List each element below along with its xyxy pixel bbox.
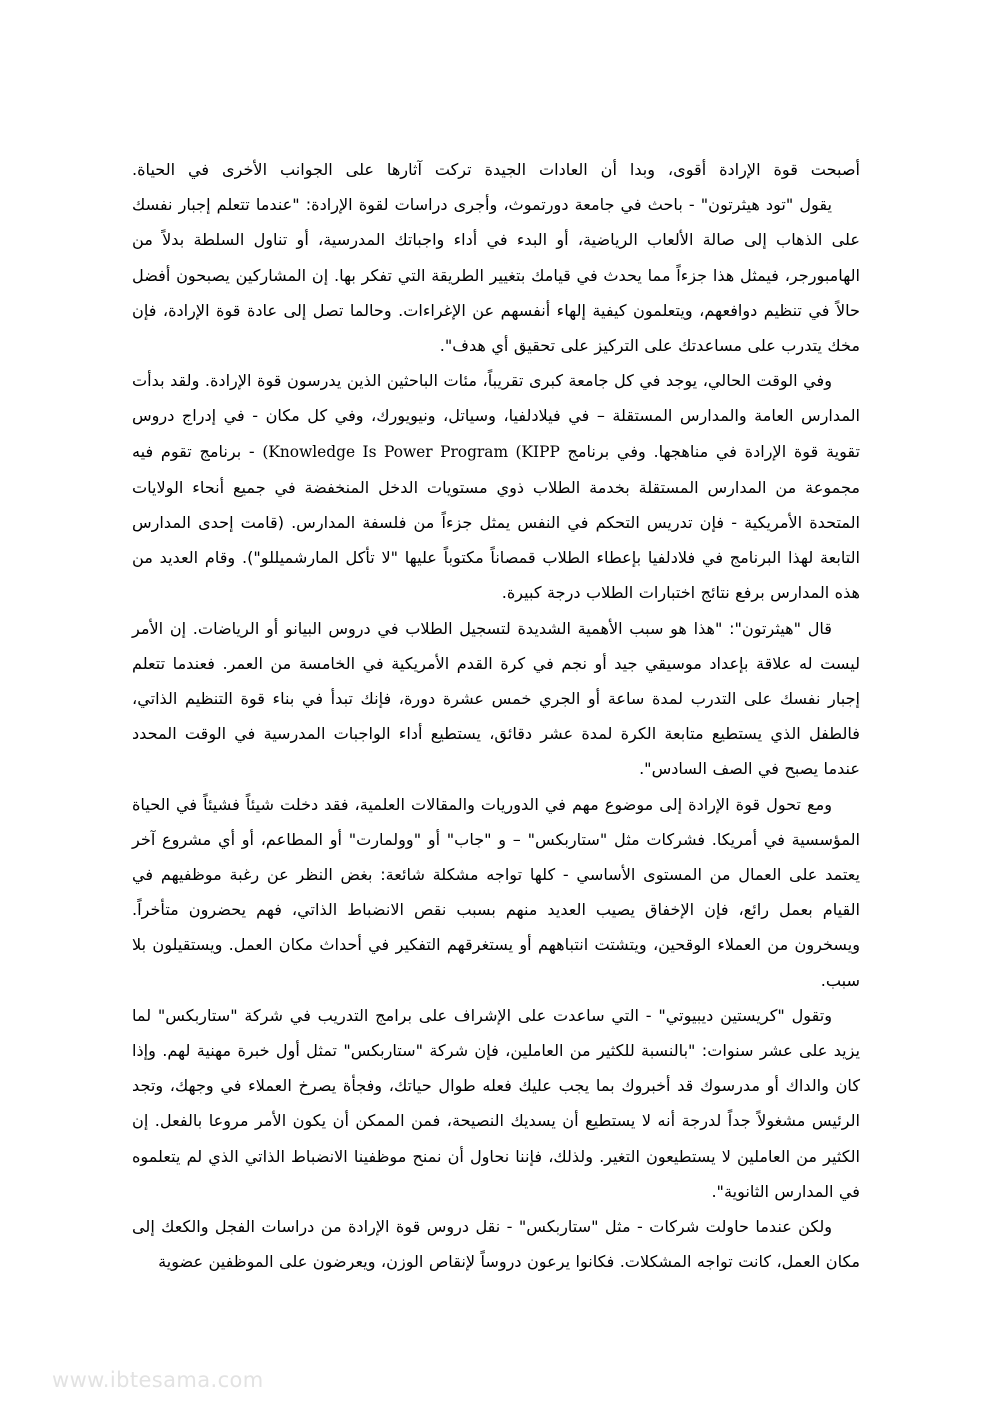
paragraph-kipp-text-before: وفي الوقت الحالي، يوجد في كل جامعة كبرى تقريباً، مئات الباحثين الذين يدرسون قوة الإرادة. ولقد بدأت المدارس العامة والمدارس المستقلة – في فيلادلفيا، وسياتل، ونيويورك، وفي كل مكان - في إدراج دروس تقوية قوة الإرادة في مناهجها. وفي برنامج bbox=[132, 371, 861, 461]
paragraph-christine-deputy: وتقول "كريستين ديبيوتي" - التي ساعدت على الإشراف على برامج التدريب في شركة "ستاربكس" لما يزيد على عشر سنوات: "بالنسبة للكثير من العاملين، فإن شركة "ستاربكس" تمثل أول خبرة مهنية لهم. وإذا كان والداك أو مدرسوك قد أخبروك بما يجب عليك فعله طوال حياتك، وفجأة يصرخ العملاء في وجهك، وتجد الرئيس مشغولاً جداً لدرجة أنه لا يستطيع أن يسديك النصيحة، فمن الممكن أن يكون الأمر مروعا بالفعل. إن الكثير من العاملين لا يستطيعون التغير. ولذلك، فإننا نحاول أن نمنح موظفينا الانضباط الذاتي الذي لم يتعلموه في المدارس الثانوية". bbox=[132, 1005, 860, 1201]
paragraph-corporate-life: ومع تحول قوة الإرادة إلى موضوع مهم في الدوريات والمقالات العلمية، فقد دخلت شيئاً فشيئاً في الحياة المؤسسية في أمريكا. فشركات مثل "ستاربكس" – و "جاب" أو "وولمارت" أو المطاعم، أو أي مشروع آخر يعتمد على العمال من المستوى الأساسي - كلها تواجه مشكلة شائعة: بغض النظر عن رغبة موظفيهم في القيام بعمل رائع، فإن الإخفاق يصيب العديد منهم بسبب نقص الانضباط الذاتي، فهم يحضرون متأخراً. ويسخرون من العملاء الوقحين، ويتشتت انتباههم أو يستغرقهم التفكير في أحداث مكان العمل. ويستقيلون بلا سبب. bbox=[132, 794, 860, 990]
site-watermark: www.ibtesama.com bbox=[52, 1368, 264, 1392]
paragraph-heatherton-second-quote: قال "هيثرتون": "هذا هو سبب الأهمية الشديدة لتسجيل الطلاب في دروس البيانو أو الرياضات. إن الأمر ليست له علاقة بإعداد موسيقي جيد أو نجم في كرة القدم الأمريكية في الخامسة من العمر. فعندما تتعلم إجبار نفسك على التدرب لمدة ساعة أو الجري خمس عشرة دورة، فإنك تبدأ في بناء قوة التنظيم الذاتي، فالطفل الذي يستطيع متابعة الكرة لمدة عشر دقائق، يستطيع أداء الواجبات المدرسية في الوقت المحدد عندما يصبح في الصف السادس". bbox=[132, 618, 860, 779]
paragraph-continuation: أصبحت قوة الإرادة أقوى، وبدا أن العادات الجيدة تركت آثارها على الجوانب الأخرى في الحياة. bbox=[132, 160, 860, 179]
document-body bbox=[132, 152, 860, 1280]
paragraph-kipp bbox=[132, 363, 860, 610]
paragraph-heatherton-quote: يقول "تود هيثرتون" - باحث في جامعة دورتموث، وأجرى دراسات لقوة الإرادة: "عندما تتعلم إجبار نفسك على الذهاب إلى صالة الألعاب الرياضية، أو البدء في أداء واجباتك المدرسية، أو تناول السلطة بدلاً من الهامبورجر، فيمثل هذا جزءاً مما يحدث في قيامك بتغيير الطريقة التي تفكر بها. إن المشاركين يصبحون أفضل حالاً في تنظيم دوافعهم، ويتعلمون كيفية إلهاء أنفسهم عن الإغراءات. وحالما تصل إلى عادة قوة الإرادة، فإن مخك يتدرب على مساعدتك على التركيز على تحقيق أي هدف". bbox=[132, 195, 860, 356]
paragraph-kipp-text-after: - برنامج تقوم فيه مجموعة من المدارس المستقلة بخدمة الطلاب ذوي مستويات الدخل المنخفضة في جميع أنحاء الولايات المتحدة الأمريكية - فإن تدريس التحكم في النفس يمثل جزءاً من فلسفة المدارس. (قامت إحدى المدارس التابعة لهذا البرنامج في فلادلفيا بإعطاء الطلاب قمصاناً مكتوباً عليها "لا تأكل المارشميللو"). وقام العديد من هذه المدارس برفع نتائج اختبارات الطلاب درجة كبيرة. bbox=[132, 441, 860, 603]
paragraph-starbucks-lessons: ولكن عندما حاولت شركات - مثل "ستاربكس" - نقل دروس قوة الإرادة من دراسات الفجل والكعك إلى مكان العمل، كانت تواجه المشكلات. فكانوا يرعون دروساً لإنقاص الوزن، ويعرضون على الموظفين عضوية bbox=[132, 1217, 860, 1272]
kipp-program-latin-name: (Knowledge Is Power Program (KIPP bbox=[262, 442, 560, 461]
